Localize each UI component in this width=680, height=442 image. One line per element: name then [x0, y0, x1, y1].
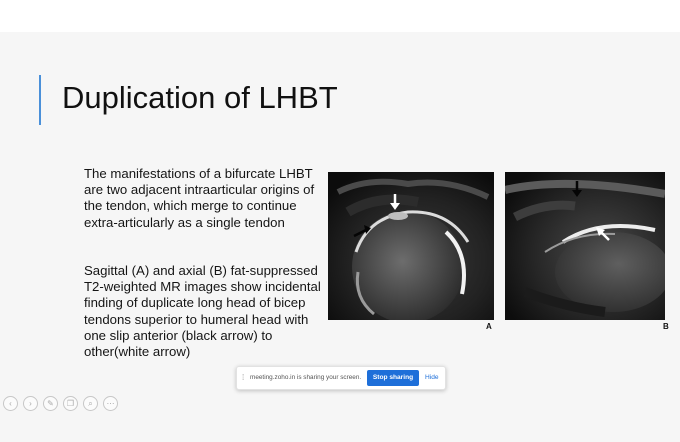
pen-icon[interactable]: ✎ — [43, 396, 58, 411]
copy-slide-icon[interactable]: ❐ — [63, 396, 78, 411]
figure-b-label: B — [663, 322, 669, 331]
share-message: meeting.zoho.in is sharing your screen. — [250, 374, 362, 381]
previous-icon[interactable]: ‹ — [3, 396, 18, 411]
mri-image-axial — [505, 172, 665, 320]
hide-link[interactable]: Hide — [425, 374, 439, 381]
next-icon[interactable]: › — [23, 396, 38, 411]
figure-a-label: A — [486, 322, 492, 331]
title-accent-bar — [39, 75, 41, 125]
screen-share-notification — [236, 366, 446, 390]
zoom-icon[interactable]: ⌕ — [83, 396, 98, 411]
top-margin — [0, 0, 680, 32]
more-icon[interactable]: ⋯ — [103, 396, 118, 411]
mri-caption: Sagittal (A) and axial (B) fat-suppressed T2-weighted MR images show incidental finding of duplicate long head of bicep tendons superior to humeral head with one slip anterior (black arrow) to other(white arrow) — [84, 263, 321, 360]
slide-title: Duplication of LHBT — [62, 80, 338, 115]
bifurcate-description: The manifestations of a bifurcate LHBT are two adjacent intraarticular origins of the tendon, which merge to continue extra-articularly as a single tendon — [84, 166, 315, 230]
mri-image-sagittal — [328, 172, 494, 320]
drag-handle-icon[interactable]: ⁞ — [242, 373, 245, 382]
stop-sharing-button[interactable]: Stop sharing — [367, 370, 419, 386]
